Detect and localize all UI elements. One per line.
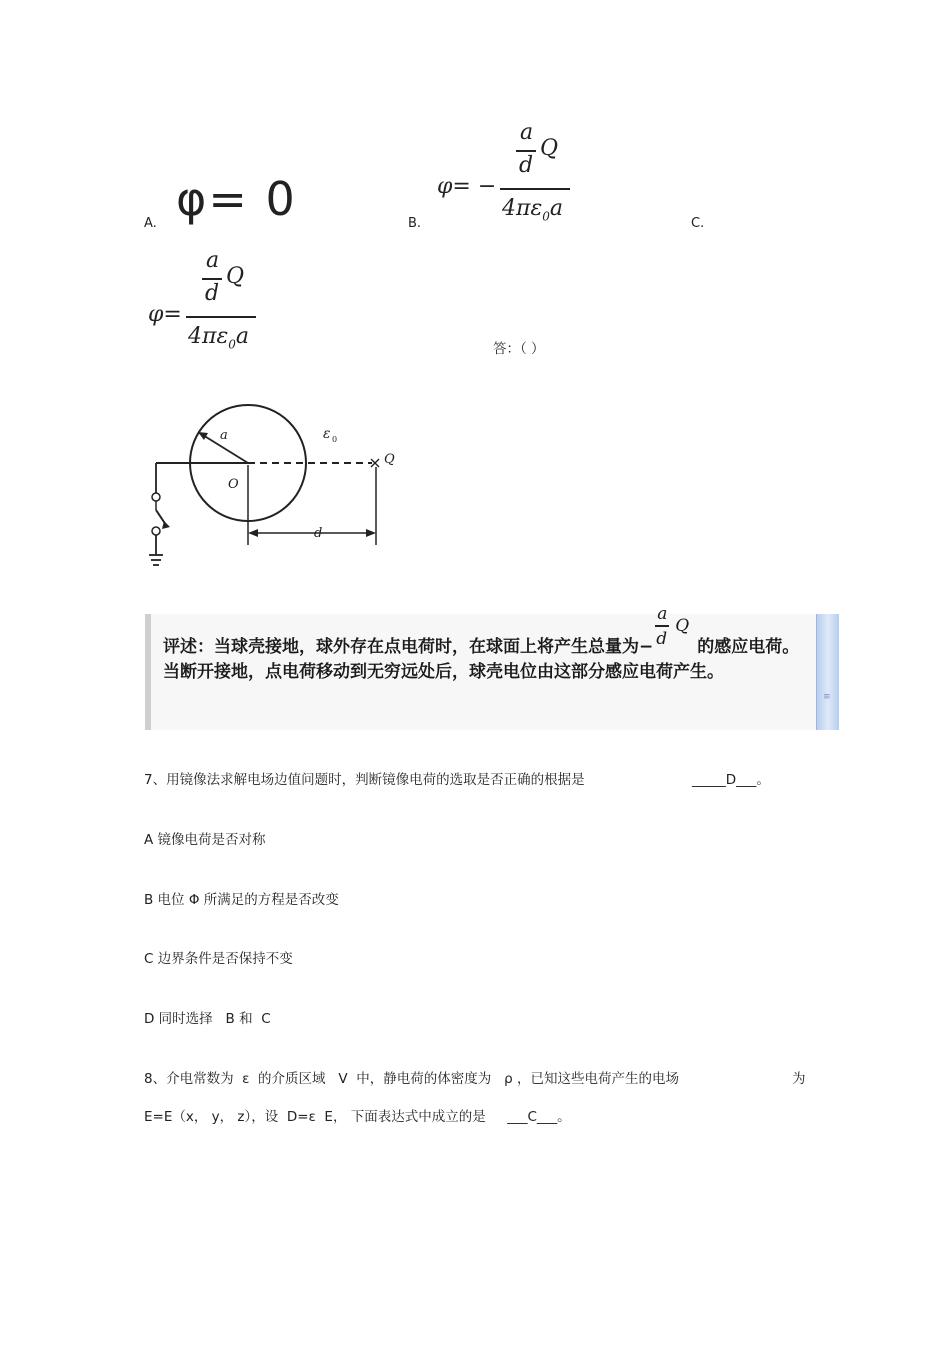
scrollbar-grip-icon: ≡ xyxy=(823,692,831,702)
option-a-label: A. xyxy=(144,216,157,231)
q8-line1: 8、介电常数为 ε 的介质区域 V 中，静电荷的体密度为 ρ ，已知这些电荷产生的电场 xyxy=(144,1071,679,1087)
comment-text: 评述：当球壳接地，球外存在点电荷时，在球面上将产生总量为− a d Q 的感应电荷。当断开接地，点电荷移动到无穷远处后，球壳电位由这部分感应电荷产生。 xyxy=(163,604,800,682)
option-a-formula: φ= 0 xyxy=(176,172,297,226)
d-arrow-left xyxy=(248,529,258,537)
q7-answer-blank: _____D___。 xyxy=(692,772,770,788)
epsilon-sub: 0 xyxy=(332,435,338,444)
q8-line1-end: 为 xyxy=(792,1071,806,1087)
distance-label: d xyxy=(314,526,323,541)
option-b-prefix: φ= − xyxy=(437,174,497,199)
epsilon-label: ε xyxy=(323,426,331,442)
vertical-scrollbar[interactable] xyxy=(816,614,839,730)
switch-contact-bottom xyxy=(152,527,160,535)
d-arrow-right xyxy=(366,529,376,537)
sphere-figure xyxy=(140,395,420,580)
charge-label: Q xyxy=(384,452,395,467)
radius-label: a xyxy=(220,428,228,443)
switch-contact-top xyxy=(152,493,160,501)
radius-arrowhead xyxy=(198,432,208,440)
comment-box xyxy=(145,604,839,730)
answer-label: 答：（ ） xyxy=(493,341,545,357)
center-label: O xyxy=(228,477,239,492)
q7-option-d: D 同时选择 B 和 C xyxy=(144,1011,271,1027)
comment-fraction: a d Q xyxy=(656,604,690,649)
option-b-label: B. xyxy=(408,216,422,231)
q7-option-a: A 镜像电荷是否对称 xyxy=(144,832,266,848)
q7-option-c: C 边界条件是否保持不变 xyxy=(144,951,293,967)
q8-line2: E=E（x， y， z），设 D=ε E， 下面表达式中成立的是 ___C___。 xyxy=(144,1109,571,1125)
option-c-label: C. xyxy=(691,216,705,231)
option-b-fraction: a d Q $4\pi\varepsilon_0a$ xyxy=(500,120,572,230)
q7-stem: 7、用镜像法求解电场边值问题时，判断镜像电荷的选取是否正确的根据是 xyxy=(144,772,585,788)
option-c-prefix: φ= xyxy=(148,302,182,327)
option-c-fraction: a d Q $4\pi\varepsilon_0a$ xyxy=(186,248,258,358)
q7-option-b: B 电位 Φ 所满足的方程是否改变 xyxy=(144,892,339,908)
